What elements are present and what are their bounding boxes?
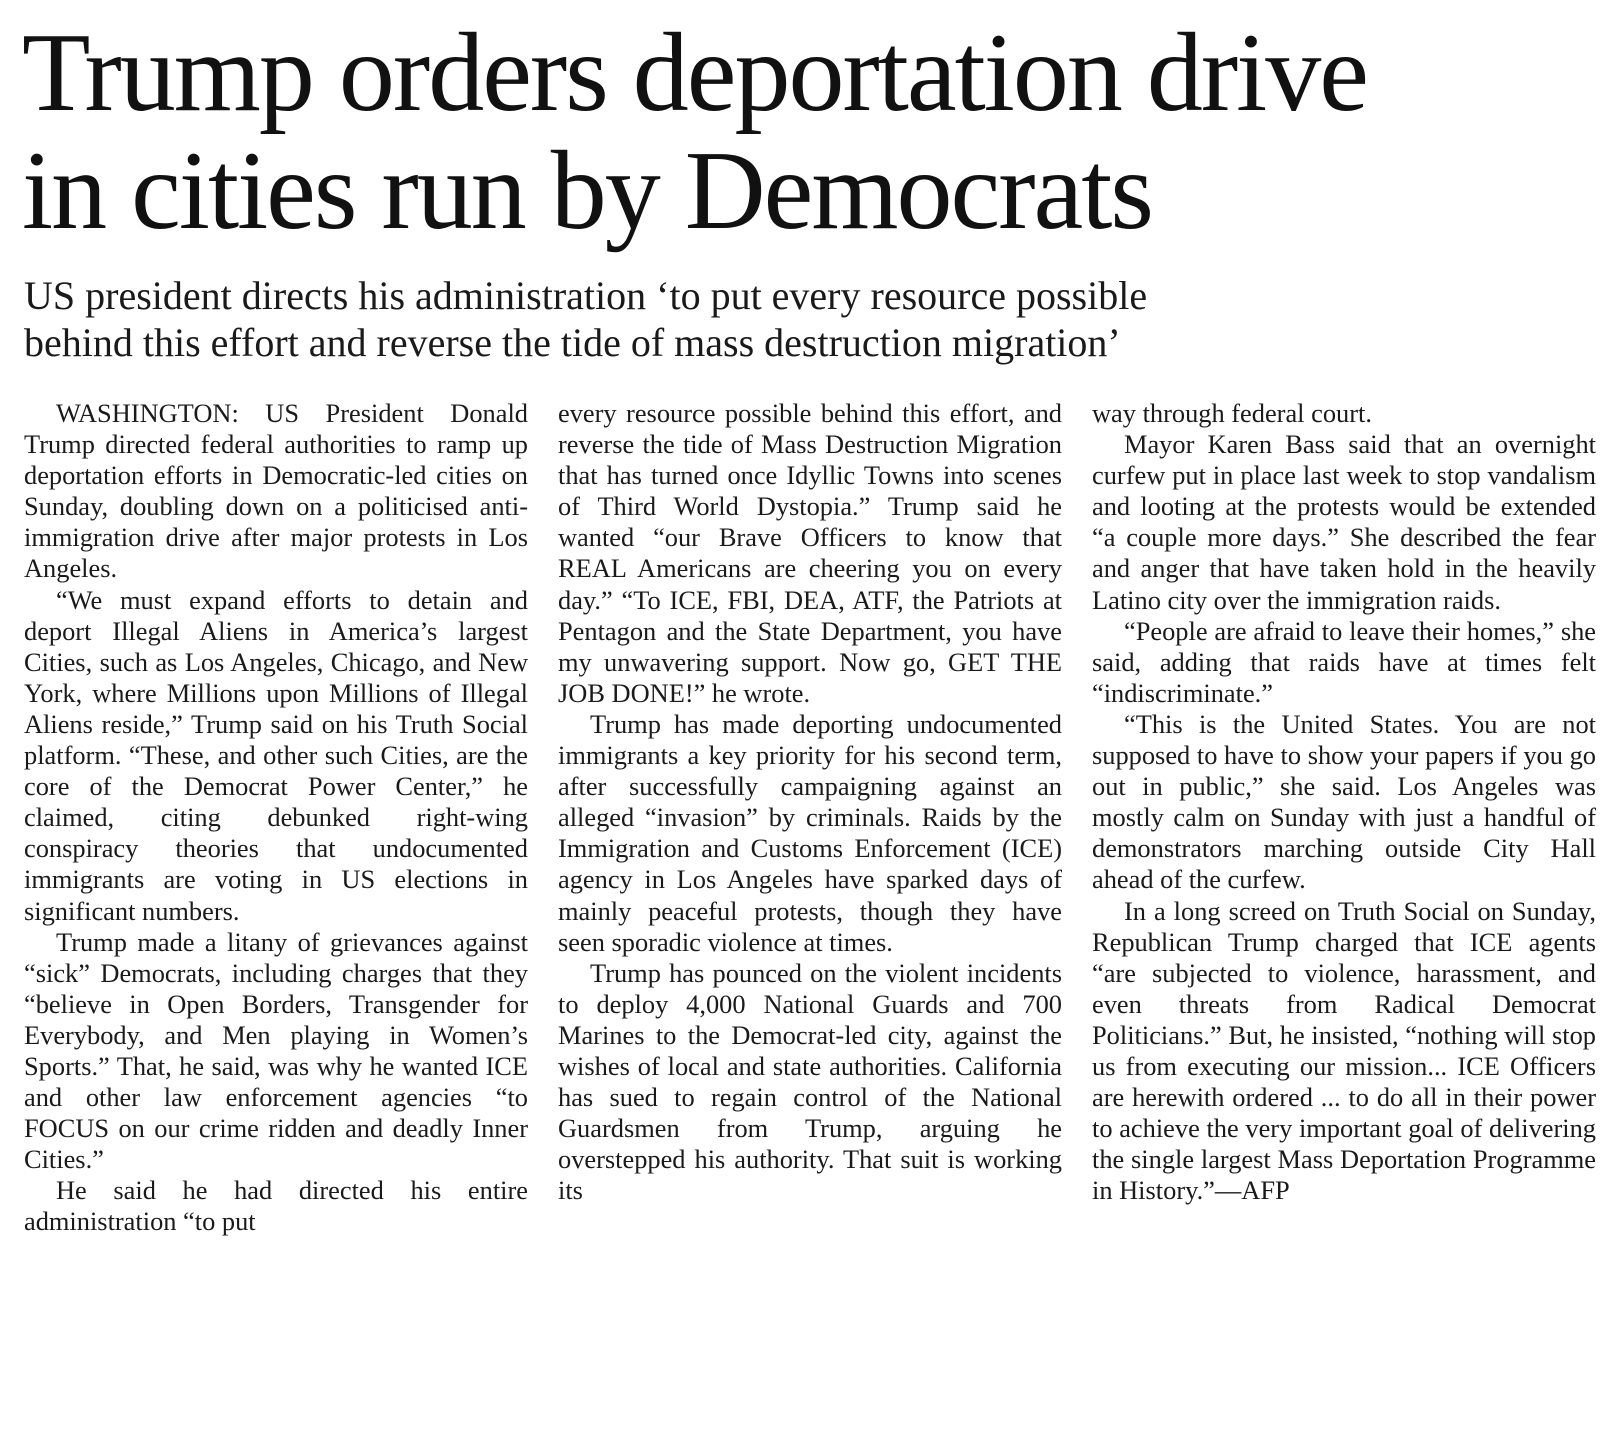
- paragraph: every resource possible behind this effort, and reverse the tide of Mass Destruction Migration that has turned once Idyllic Towns into scenes of Third World Dystopia.” Trump said he wanted “our Brave Officers to know that REAL Americans are cheering you on every day.” “To ICE, FBI, DEA, ATF, the Patriots at Pentagon and the State Department, you have my unwavering support. Now go, GET THE JOB DONE!” he wrote.: [558, 398, 1062, 708]
- subheadline: [24, 272, 1604, 366]
- paragraph: “This is the United States. You are not supposed to have to show your papers if you go out in public,” she said. Los Angeles was mostly calm on Sunday with just a handful of demonstrators marching outside City Hall ahead of the curfew.: [1092, 708, 1596, 895]
- headline-line-2: in cities run by Democrats: [22, 129, 1152, 253]
- paragraph: Mayor Karen Bass said that an overnight curfew put in place last week to stop vandalism and looting at the protests would be extended “a couple more days.” She described the fear and anger that have taken hold in the heavily Latino city over the immigration raids.: [1092, 429, 1596, 615]
- subheadline-line-1: US president directs his administration ‘to put every resource possible: [24, 273, 1148, 318]
- headline: [22, 11, 1602, 253]
- headline-line-1: Trump orders deportation drive: [22, 11, 1367, 135]
- paragraph: “We must expand efforts to detain and deport Illegal Aliens in America’s largest Cities, such as Los Angeles, Chicago, and New York, where Millions upon Millions of Illegal Aliens reside,” Trump said on his Truth Social platform. “These, and other such Cities, are the core of the Democrat Power Center,” he claimed, citing debunked right-wing conspiracy theories that undocumented immigrants are voting in US elections in significant numbers.: [24, 584, 528, 926]
- paragraph: “People are afraid to leave their homes,” she said, adding that raids have at times felt “indiscriminate.”: [1092, 615, 1596, 708]
- paragraph: Trump made a litany of grievances against “sick” Democrats, including charges that they “believe in Open Borders, Transgender for Everybody, and Men playing in Women’s Sports.” That, he said, was why he wanted ICE and other law enforcement agencies “to FOCUS on our crime ridden and deadly Inner Cities.”: [24, 926, 528, 1175]
- article-body: [24, 398, 1596, 1438]
- paragraph: WASHINGTON: US President Donald Trump directed federal authorities to ramp up deportation efforts in Democratic-led cities on Sunday, doubling down on a politicised anti-immigration drive after major protests in Los Angeles.: [24, 398, 528, 584]
- paragraph: Trump has made deporting undocumented immigrants a key priority for his second term, after successfully campaigning against an alleged “invasion” by criminals. Raids by the Immigration and Customs Enforcement (ICE) agency in Los Angeles have sparked days of mainly peaceful protests, though they have seen sporadic violence at times.: [558, 708, 1062, 957]
- column-2: [558, 398, 1062, 1433]
- paragraph: In a long screed on Truth Social on Sunday, Republican Trump charged that ICE agents “are subjected to violence, harassment, and even threats from Radical Democrat Politicians.” But, he insisted, “nothing will stop us from executing our mission... ICE Officers are herewith ordered ... to do all in their power to achieve the very important goal of delivering the single largest Mass Deportation Programme in History.”—AFP: [1092, 895, 1596, 1206]
- column-1: [24, 398, 528, 1433]
- subheadline-line-2: behind this effort and reverse the tide of mass destruction migration’: [24, 320, 1121, 365]
- paragraph: way through federal court.: [1092, 398, 1372, 428]
- paragraph: Trump has pounced on the violent incidents to deploy 4,000 National Guards and 700 Marines to the Democrat-led city, against the wishes of local and state authorities. California has sued to regain control of the National Guardsmen from Trump, arguing he overstepped his authority. That suit is working its: [558, 957, 1062, 1206]
- column-3: [1092, 398, 1596, 1433]
- paragraph: He said he had directed his entire administration “to put: [24, 1175, 528, 1237]
